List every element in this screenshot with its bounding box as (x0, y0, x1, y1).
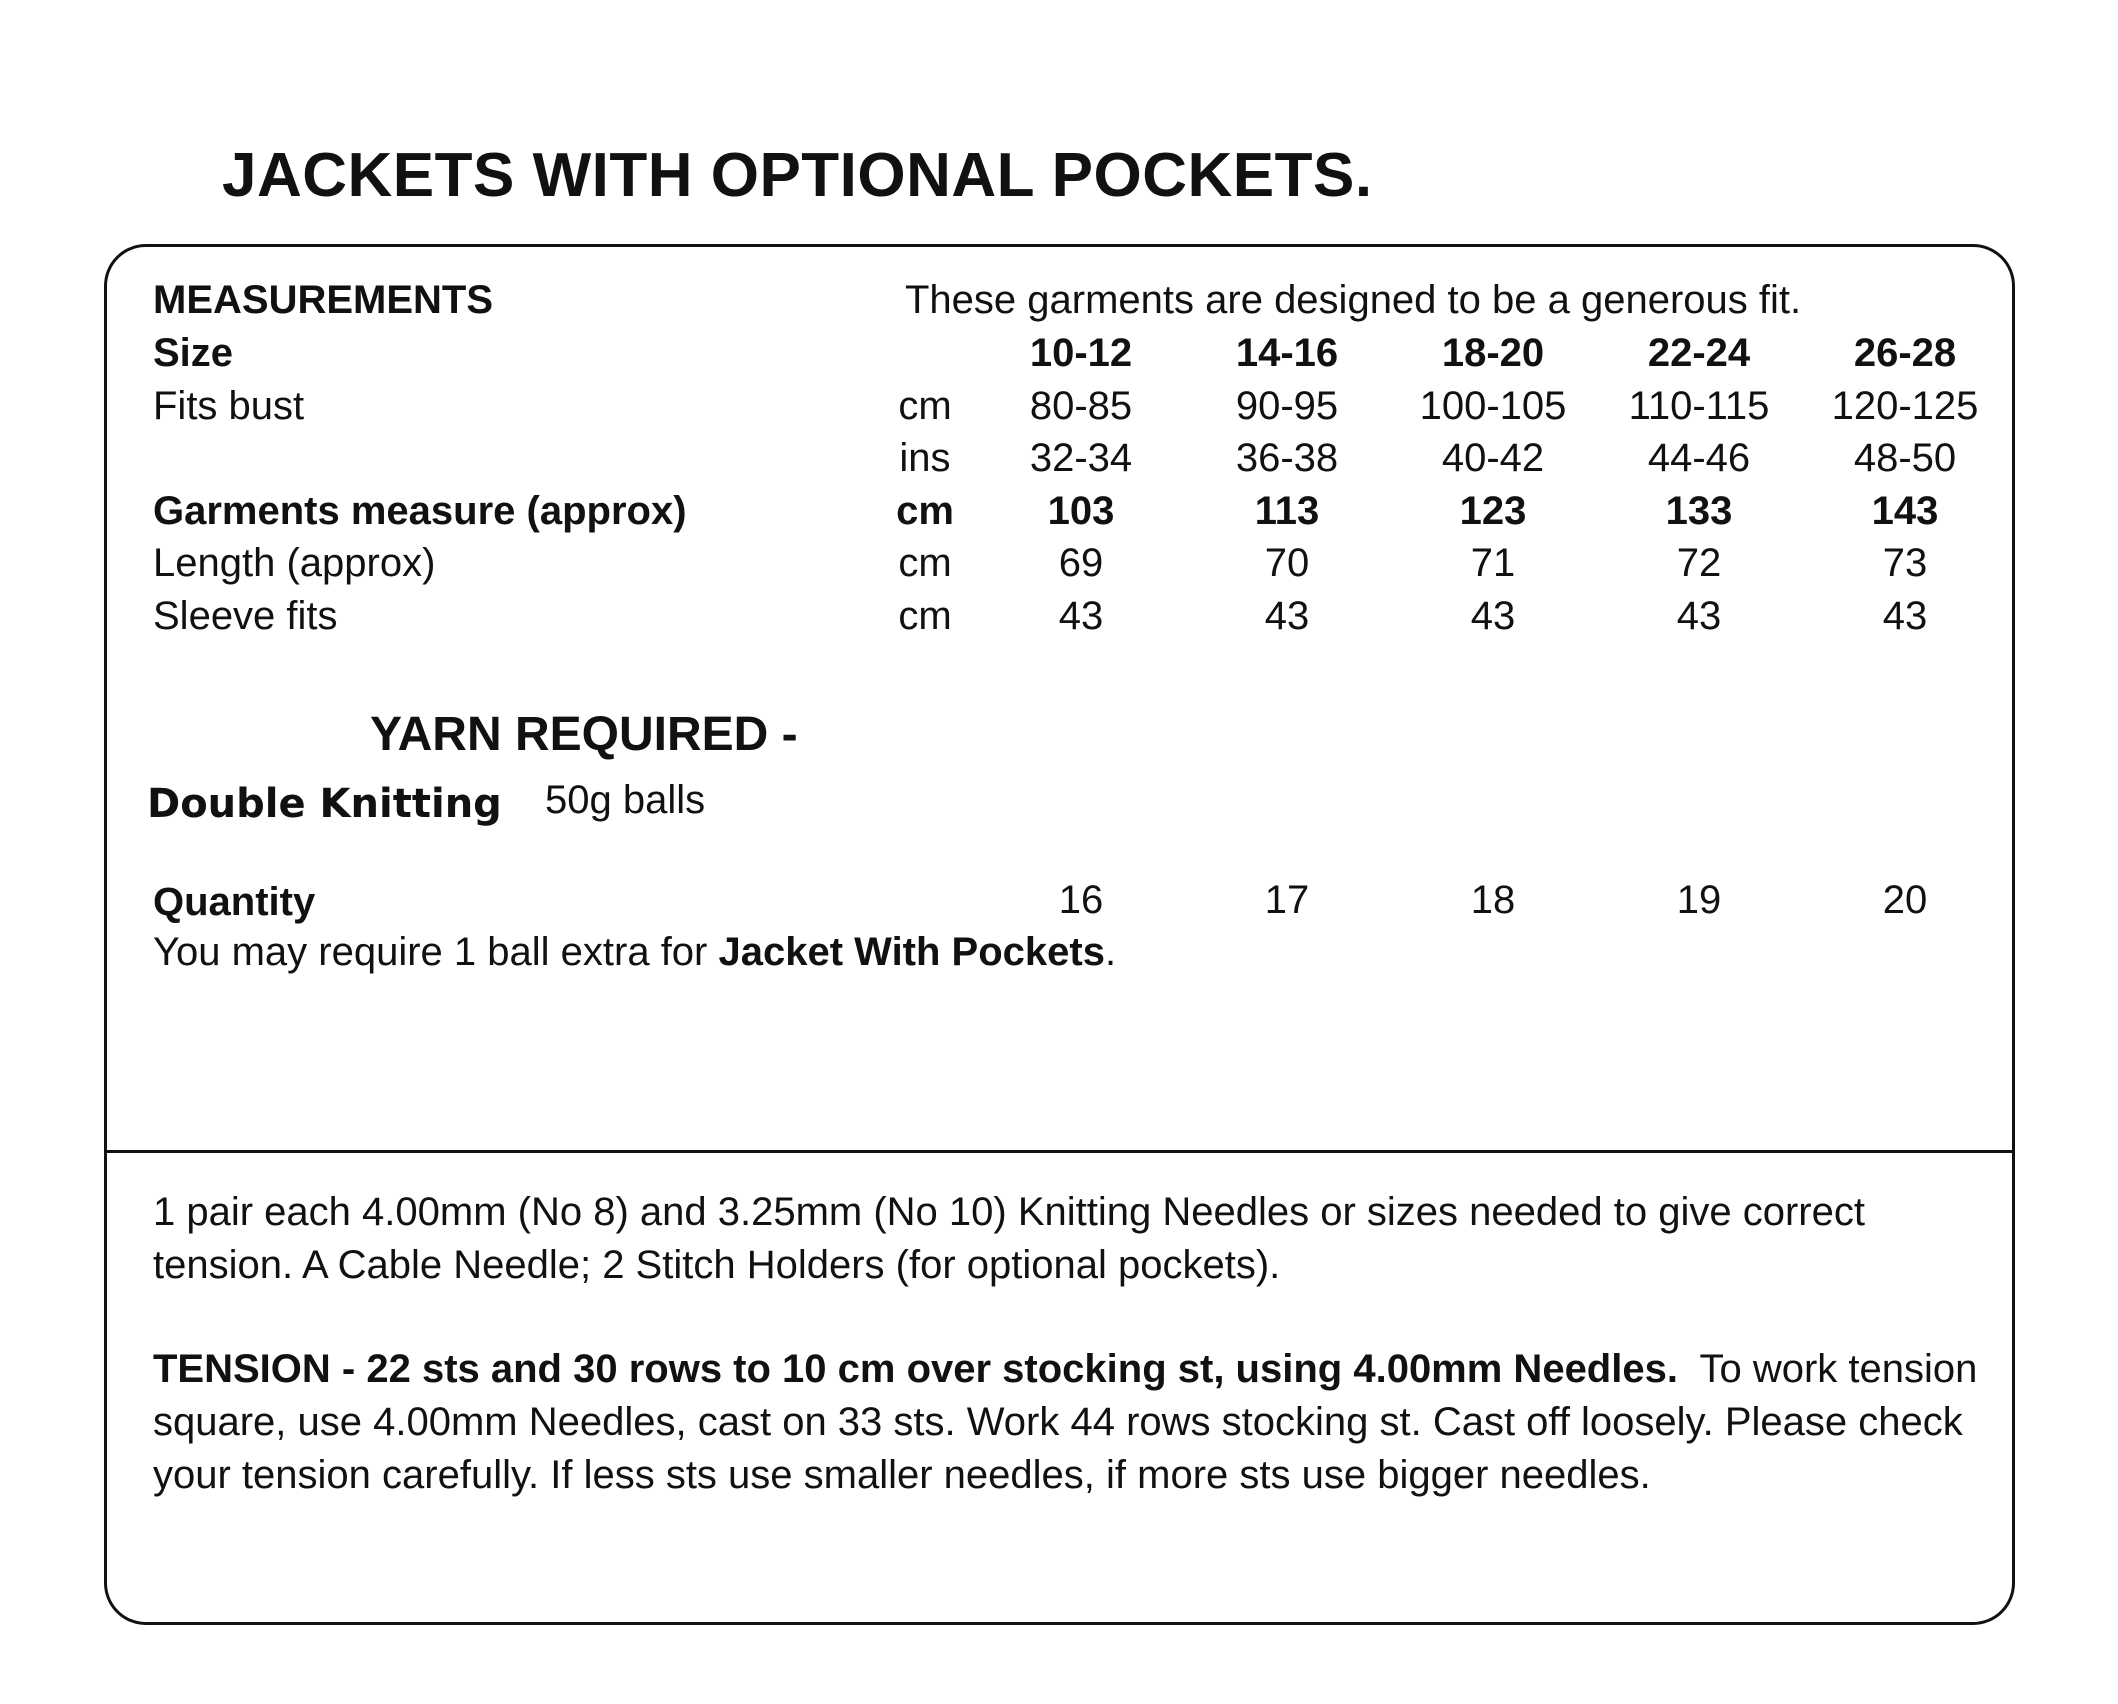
sleeve-1: 43 (1058, 594, 1104, 638)
garment-measure-5: 143 (1871, 489, 1939, 533)
length-4: 72 (1676, 541, 1722, 585)
tension-heading: TENSION - 22 sts and 30 rows to 10 cm over stocking st, using 4.00mm Needles. (153, 1347, 1678, 1391)
sleeve-4: 43 (1676, 594, 1722, 638)
quantity-3: 18 (1470, 878, 1516, 922)
quantity-4: 19 (1676, 878, 1722, 922)
length-5: 73 (1882, 541, 1928, 585)
size-col-5: 26-28 (1853, 331, 1957, 375)
fits-bust-cm-5: 120-125 (1831, 384, 1979, 428)
fits-bust-ins-unit: ins (899, 436, 951, 480)
quantity-1: 16 (1058, 878, 1104, 922)
size-col-2: 14-16 (1235, 331, 1339, 375)
size-col-4: 22-24 (1647, 331, 1751, 375)
size-label: Size (153, 331, 234, 375)
fits-bust-cm-3: 100-105 (1419, 384, 1567, 428)
size-col-3: 18-20 (1441, 331, 1545, 375)
page-title: JACKETS WITH OPTIONAL POCKETS. (222, 141, 1373, 210)
quantity-5: 20 (1882, 878, 1928, 922)
yarn-ball-weight: 50g balls (545, 778, 706, 822)
yarn-heading: YARN REQUIRED - (370, 708, 798, 761)
tension-text: To work tension square, use 4.00mm Needles, cast on 33 sts. Work 44 rows stocking st. Cast off loosely. Please check your tension carefully. If less sts use smaller needles, if more sts use bigger needles. (153, 1347, 1978, 1497)
fits-bust-cm-2: 90-95 (1235, 384, 1339, 428)
fits-bust-ins-1: 32-34 (1029, 436, 1133, 480)
fits-bust-ins-5: 48-50 (1853, 436, 1957, 480)
needles-paragraph: 1 pair each 4.00mm (No 8) and 3.25mm (No 10) Knitting Needles or sizes needed to give correct tension. A Cable Needle; 2 Stitch Holders (for optional pockets). (153, 1190, 1865, 1287)
measurements-heading: MEASUREMENTS (153, 278, 494, 322)
length-unit: cm (898, 541, 952, 585)
size-col-1: 10-12 (1029, 331, 1133, 375)
length-3: 71 (1470, 541, 1516, 585)
quantity-2: 17 (1264, 878, 1310, 922)
sleeve-3: 43 (1470, 594, 1516, 638)
garment-measure-2: 113 (1254, 489, 1320, 533)
fits-bust-ins-2: 36-38 (1235, 436, 1339, 480)
fits-bust-label: Fits bust (153, 384, 305, 428)
fits-bust-cm-4: 110-115 (1628, 384, 1770, 428)
fits-bust-cm-1: 80-85 (1029, 384, 1133, 428)
extra-ball-note-suffix: . (1104, 930, 1117, 974)
sleeve-5: 43 (1882, 594, 1928, 638)
garment-measure-4: 133 (1665, 489, 1733, 533)
length-2: 70 (1264, 541, 1310, 585)
extra-ball-note-bold: Jacket With Pockets (718, 930, 1105, 974)
quantity-label: Quantity (153, 880, 316, 924)
fits-bust-ins-4: 44-46 (1647, 436, 1751, 480)
fit-note: These garments are designed to be a generous fit. (905, 278, 1802, 322)
fits-bust-ins-3: 40-42 (1441, 436, 1545, 480)
length-label: Length (approx) (153, 541, 436, 585)
garment-measure-label: Garments measure (approx) (153, 489, 687, 533)
sleeve-2: 43 (1264, 594, 1310, 638)
extra-ball-note-prefix: You may require 1 ball extra for (153, 930, 719, 974)
sleeve-unit: cm (898, 594, 952, 638)
section-divider (104, 1150, 2015, 1153)
fits-bust-cm-unit: cm (898, 384, 952, 428)
yarn-type: Double Knitting (147, 781, 502, 827)
tension-paragraph (153, 1343, 1993, 1502)
garment-measure-1: 103 (1047, 489, 1115, 533)
garment-measure-unit: cm (896, 489, 954, 533)
length-1: 69 (1058, 541, 1104, 585)
sleeve-label: Sleeve fits (153, 594, 338, 638)
extra-ball-note (153, 928, 1116, 976)
garment-measure-3: 123 (1459, 489, 1527, 533)
